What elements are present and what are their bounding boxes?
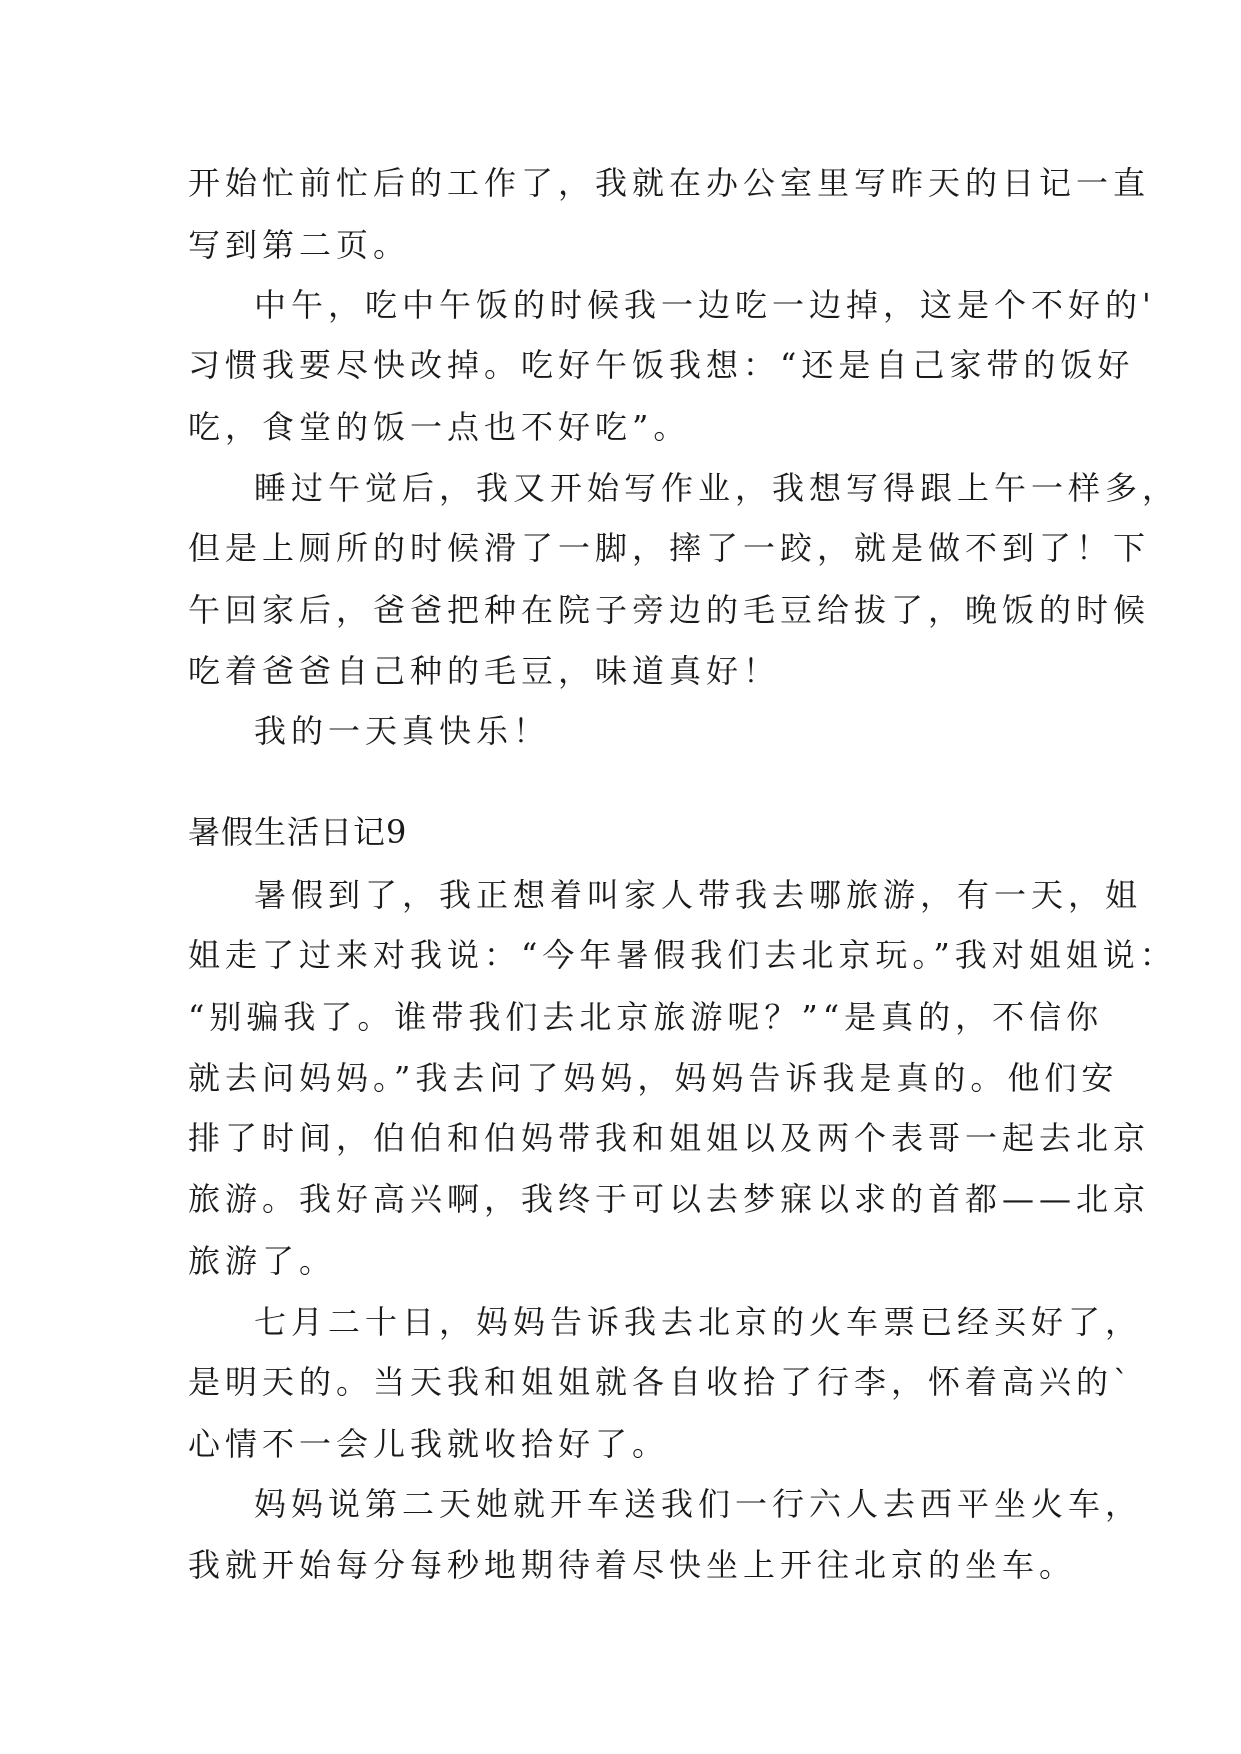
text-line: 心情不一会儿我就收拾好了。: [188, 1425, 670, 1463]
text-line: 就去问妈妈。”我去问了妈妈，妈妈告诉我是真的。他们安: [188, 1059, 1119, 1097]
section-heading: 暑假生活日记9: [188, 813, 408, 851]
text-line: 旅游了。: [188, 1242, 337, 1280]
text-line: 七月二十日，妈妈告诉我去北京的火车票已经买好了，: [254, 1303, 1143, 1341]
text-line: 午回家后，爸爸把种在院子旁边的毛豆给拔了，晚饭的时候: [188, 591, 1151, 629]
text-line: 旅游。我好高兴啊，我终于可以去梦寐以求的首都——北京: [188, 1180, 1151, 1218]
text-line: 排了时间，伯伯和伯妈带我和姐姐以及两个表哥一起去北京: [188, 1119, 1151, 1157]
text-line: 我的一天真快乐！: [254, 712, 551, 750]
text-line: 写到第二页。: [188, 226, 411, 264]
text-line: 开始忙前忙后的工作了，我就在办公室里写昨天的日记一直: [188, 164, 1151, 202]
text-line: 是明天的。当天我和姐姐就各自收拾了行李，怀着高兴的`: [188, 1363, 1135, 1401]
text-line: 睡过午觉后，我又开始写作业，我想写得跟上午一样多，: [254, 469, 1180, 507]
text-line: 但是上厕所的时候滑了一脚，摔了一跤，就是做不到了！下: [188, 529, 1151, 567]
text-line: 吃，食堂的饭一点也不好吃”。: [188, 408, 691, 446]
text-line: 我就开始每分每秒地期待着尽快坐上开往北京的坐车。: [188, 1546, 1077, 1584]
text-line: 吃着爸爸自己种的毛豆，味道真好！: [188, 652, 781, 690]
text-line: 暑假到了，我正想着叫家人带我去哪旅游，有一天，姐: [254, 876, 1143, 914]
text-line: 中午，吃中午饭的时候我一边吃一边掉，这是个不好的': [254, 286, 1156, 324]
text-line: “别骗我了。谁带我们去北京旅游呢？”“是真的，不信你: [188, 998, 1104, 1036]
text-line: 姐走了过来对我说：“今年暑假我们去北京玩。”我对姐姐说：: [188, 936, 1177, 974]
text-line: 习惯我要尽快改掉。吃好午饭我想：“还是自己家带的饭好: [188, 346, 1135, 384]
text-line: 妈妈说第二天她就开车送我们一行六人去西平坐火车，: [254, 1485, 1143, 1523]
